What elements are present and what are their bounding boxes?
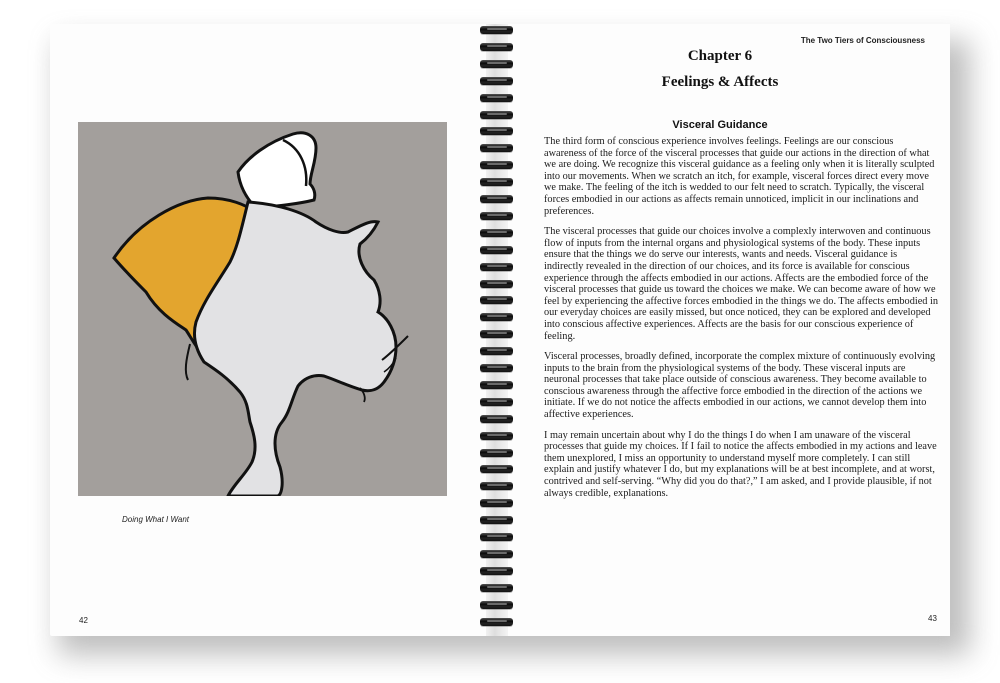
spiral-coil xyxy=(480,296,513,304)
paragraph-1: The third form of conscious experience involves feelings. Feelings are our conscious awareness of the force of the visceral processes that guide our actions in the direction of what we are doing. We recognize this visceral guidance as a feeling only when it is literally sculpted into our movements. When we scratch an itch, for example, visceral forces direct every move we make. The feeling of the itch is wedded to our felt need to scratch. Typically, the visceral forces embodied in our actions as affects remain unnoticed, implicit in our inclinations and preferences. xyxy=(544,136,935,217)
spiral-coil xyxy=(480,94,513,102)
spiral-coil xyxy=(480,465,513,473)
spiral-coil xyxy=(480,499,513,507)
spiral-coil xyxy=(480,60,513,68)
spiral-coil xyxy=(480,601,513,609)
spiral-coil xyxy=(480,398,513,406)
artwork-image xyxy=(78,122,447,496)
paragraph-3: Visceral processes, broadly defined, incorporate the complex mixture of continuously evolving inputs to the brain from the physiological systems of the body. These visceral inputs are neuronal processes that take place outside of conscious awareness. They become available to conscious awareness through the affective force embodied in the direction of the actions we initiate. If we do not notice the affects embodied in our actions, we cannot develop them into affective experiences. xyxy=(544,351,936,421)
spiral-coil xyxy=(480,246,513,254)
spiral-coil xyxy=(480,178,513,186)
paragraph-4: I may remain uncertain about why I do the things I do when I am unaware of the visceral processes that guide my choices. If I fail to notice the affects embodied in my actions and leave them unexplored, I miss an opportunity to understand myself more completely. I can still explain and justify whatever I do, but my explanations will be at best incomplete, and at worst, contrived and self-serving. “Why did you do that?,” I am asked, and I provide plausible, if not always credible, explanations. xyxy=(544,429,937,499)
spiral-coil xyxy=(480,313,513,321)
spiral-coil xyxy=(480,482,513,490)
spiral-coil xyxy=(480,144,513,152)
spiral-coil xyxy=(480,533,513,541)
spiral-coil xyxy=(480,280,513,288)
spiral-coil xyxy=(480,618,513,626)
left-page-number: 42 xyxy=(79,616,88,625)
chapter-title: Feelings & Affects xyxy=(661,74,779,90)
spiral-coil xyxy=(480,330,513,338)
spiral-coil xyxy=(480,364,513,372)
spiral-coil xyxy=(480,415,513,423)
spiral-coil xyxy=(480,111,513,119)
spiral-binding xyxy=(480,26,516,634)
spiral-coil xyxy=(480,127,513,135)
spiral-coil xyxy=(480,43,513,51)
spiral-coil xyxy=(480,229,513,237)
spiral-coil xyxy=(480,381,513,389)
spiral-coil xyxy=(480,26,513,34)
spiral-coil xyxy=(480,516,513,524)
spiral-coil xyxy=(480,432,513,440)
spiral-coil xyxy=(480,567,513,575)
spiral-coil xyxy=(480,195,513,203)
spiral-coil xyxy=(480,263,513,271)
abstract-figure-artwork xyxy=(78,122,447,496)
right-page-number: 43 xyxy=(928,614,937,623)
running-head: The Two Tiers of Consciousness xyxy=(800,36,925,45)
spiral-coil xyxy=(480,347,513,355)
spiral-coil xyxy=(480,161,513,169)
body-text xyxy=(544,136,938,508)
spiral-coil xyxy=(480,449,513,457)
section-heading: Visceral Guidance xyxy=(672,119,768,131)
paragraph-2: The visceral processes that guide our choices involve a complexly interwoven and continuous flow of inputs from the internal organs and physiological systems of the body. These inputs ensure that the things we do serve our interests, wants and needs. Visceral guidance is indirectly revealed in the direction of our choices, and its force is available for conscious experience through the affects embodied in our actions. Affects are the embodied force of the visceral processes that guide us toward the choices we make. We can become aware of how we feel by experiencing the affective forces embodied in the things we do. The affects embodied in our everyday choices are easily missed, but once noticed, they can be explored and developed into conscious affective experiences. Affects are the basis for our conscious experience of feeling. xyxy=(544,226,939,342)
artwork-caption: Doing What I Want xyxy=(122,515,189,524)
chapter-label: Chapter 6 xyxy=(687,48,753,64)
spiral-coil xyxy=(480,550,513,558)
spiral-coil xyxy=(480,212,513,220)
spiral-coil xyxy=(480,77,513,85)
spiral-coil xyxy=(480,584,513,592)
